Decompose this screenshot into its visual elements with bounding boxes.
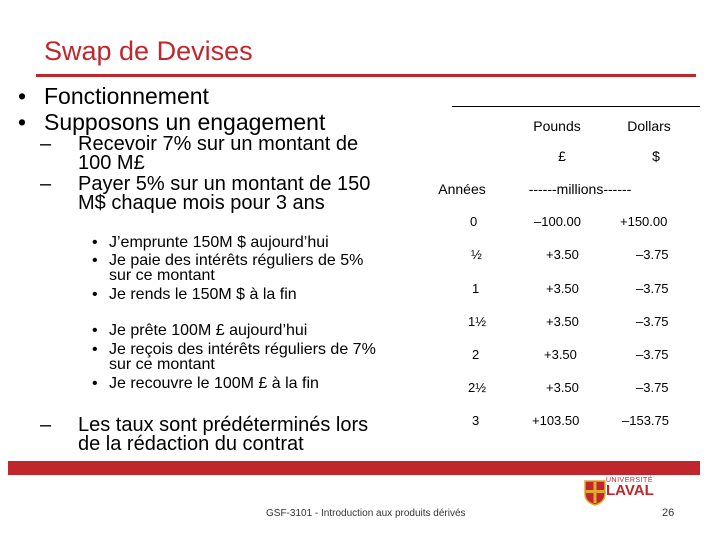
pounds-cell: +3.50 <box>546 314 579 329</box>
year-cell: 3 <box>472 413 480 428</box>
detail-text: J’emprunte 150M $ aujourd’hui <box>109 234 329 251</box>
bullet-text: Supposons un engagement <box>44 109 326 135</box>
table-top-rule <box>452 106 700 107</box>
detail-text: Je reçois des intérêts réguliers de 7% <box>109 341 376 358</box>
detail-item <box>92 253 422 283</box>
detail-item <box>92 342 422 372</box>
bullet-glyph: • <box>92 234 98 251</box>
sub-item-recevoir <box>40 135 410 173</box>
detail-text: Je recouvre le 100M £ à la fin <box>109 375 319 392</box>
sub-item-taux <box>40 416 410 454</box>
logo-line-1: UNIVERSITÉ <box>606 477 654 484</box>
bullet-glyph: • <box>18 109 27 135</box>
detail-text: Je paie des intérêts réguliers de 5% <box>109 252 364 269</box>
page-number: 26 <box>662 507 675 519</box>
header-pounds: Pounds <box>533 118 581 134</box>
header-dollar-symbol: $ <box>652 148 660 164</box>
sub-line: de la rédaction du contrat <box>78 433 304 455</box>
detail-text: Je rends le 150M $ à la fin <box>109 286 297 303</box>
bullet-glyph: • <box>18 83 27 109</box>
year-cell: 2½ <box>468 380 487 395</box>
dash-glyph: – <box>40 414 52 436</box>
university-crest-icon <box>584 480 606 506</box>
detail-text: Je prête 100M £ aujourd’hui <box>109 322 308 339</box>
bullet-glyph: • <box>92 252 98 269</box>
detail-text: sur ce montant <box>109 356 215 373</box>
year-cell: 1 <box>472 281 480 296</box>
year-cell: ½ <box>471 247 482 262</box>
dollars-cell: –153.75 <box>622 413 669 428</box>
detail-text: sur ce montant <box>109 267 215 284</box>
pounds-cell: –100.00 <box>534 214 581 229</box>
dollars-cell: –3.75 <box>636 347 669 362</box>
dollars-cell: –3.75 <box>636 247 669 262</box>
pounds-cell: +3.50 <box>544 347 577 362</box>
dollars-cell: –3.75 <box>636 380 669 395</box>
bullet-glyph: • <box>92 341 98 358</box>
sub-line: Les taux sont prédéterminés lors <box>78 414 369 436</box>
pounds-cell: +3.50 <box>546 247 579 262</box>
dollars-cell: +150.00 <box>620 214 668 229</box>
slide-title: Swap de Devises <box>44 36 253 66</box>
logo-line-2: LAVAL <box>606 482 654 499</box>
detail-item <box>92 287 422 302</box>
university-logo <box>606 477 666 498</box>
year-cell: 2 <box>472 347 480 362</box>
detail-item <box>92 323 422 338</box>
bullet-glyph: • <box>92 286 98 303</box>
dash-glyph: – <box>40 133 52 155</box>
header-pound-symbol: £ <box>558 148 566 164</box>
sub-line: M$ chaque mois pour 3 ans <box>78 192 325 214</box>
dash-glyph: – <box>40 173 52 195</box>
header-units: ------millions------ <box>528 181 632 197</box>
bullet-glyph: • <box>92 322 98 339</box>
course-footer: GSF-3101 - Introduction aux produits dérivés <box>266 508 466 519</box>
header-years: Années <box>438 181 486 197</box>
bullet-engagement <box>18 110 325 135</box>
year-cell: 1½ <box>468 314 487 329</box>
pounds-cell: +103.50 <box>532 413 580 428</box>
detail-item <box>92 376 422 391</box>
pounds-cell: +3.50 <box>546 380 579 395</box>
pounds-cell: +3.50 <box>546 281 579 296</box>
sub-line: 100 M£ <box>78 152 145 174</box>
bottom-accent-bar <box>8 461 700 475</box>
year-cell: 0 <box>470 214 478 229</box>
bullet-glyph: • <box>92 375 98 392</box>
bullet-fonctionnement <box>18 84 209 109</box>
dollars-cell: –3.75 <box>636 281 669 296</box>
sub-line: Recevoir 7% sur un montant de <box>78 133 359 155</box>
title-underline <box>36 74 696 77</box>
dollars-cell: –3.75 <box>636 314 669 329</box>
bullet-text: Fonctionnement <box>44 83 209 109</box>
detail-item <box>92 235 422 250</box>
header-dollars: Dollars <box>627 118 671 134</box>
sub-item-payer <box>40 175 410 213</box>
sub-line: Payer 5% sur un montant de 150 <box>78 173 371 195</box>
